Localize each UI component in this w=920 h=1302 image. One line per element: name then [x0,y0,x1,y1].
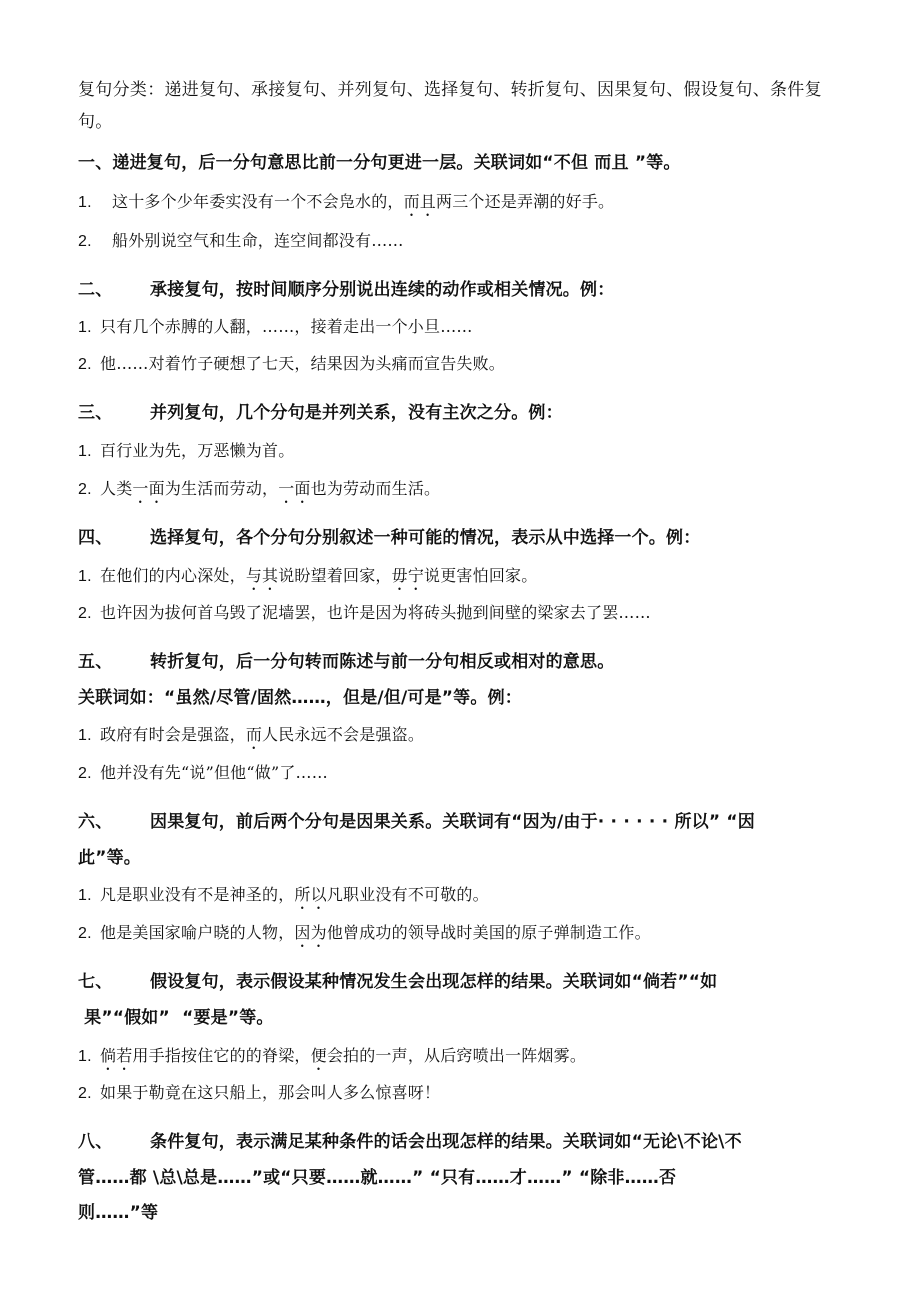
section-title: 承接复句，按时间顺序分别说出连续的动作或相关情况。例： [150,280,615,300]
section-title: 转折复句，后一分句转而陈述与前一分句相反或相对的意思。 [150,652,615,672]
example-text: 为生活而劳动， [164,479,279,498]
section-number: 五、 [78,652,113,672]
example-text: 船外别说空气和生命，连空间都没有…… [112,231,404,250]
emphasized-connective: 与其 [245,566,279,585]
example-item [78,882,489,913]
section-6-heading-continued: 此”等。 [78,848,141,868]
section-number: 一、 [78,153,113,173]
section-7-heading-continued: 果”“假如” “要是”等。 [78,1008,274,1028]
example-text: 会拍的一声，从后窍喷出一阵烟雾。 [326,1046,587,1065]
section-6-heading [78,807,755,832]
section-title: 选择复句，各个分句分别叙述一种可能的情况，表示从中选择一个。例： [150,528,701,548]
section-8-heading-continued-2: 则……”等 [78,1203,159,1223]
example-text: 用手指按住它的的脊梁， [132,1046,311,1065]
section-number: 四、 [78,528,113,548]
example-text: 也许因为拔何首乌毁了泥墙罢，也许是因为将砖头抛到间壁的梁家去了罢…… [100,603,651,622]
section-4-heading [78,523,700,548]
example-text: 政府有时会是强盗， [100,725,246,744]
section-title: 假设复句，表示假设某种情况发生会出现怎样的结果。关联词如“倘若”“如 [150,972,718,992]
example-number: 1. [78,727,92,744]
emphasized-connective: 一面 [132,479,165,498]
example-text: 也为劳动而生活。 [310,479,441,498]
example-number: 2. [78,481,92,498]
section-number: 八、 [78,1132,113,1152]
section-number: 六、 [78,812,113,832]
example-text: 他并没有先“说”但他“做”了…… [100,763,328,782]
emphasized-connective: 而 [245,725,263,744]
example-item [78,600,651,623]
section-1-heading [78,148,681,173]
section-5-heading [78,647,614,672]
example-item [78,1043,586,1074]
example-number: 2. [78,605,92,622]
example-text: 人民永远不会是强盗。 [262,725,425,744]
example-number: 1. [78,443,92,460]
emphasized-connective: 而且 [403,192,437,211]
emphasized-connective: 毋宁 [391,566,425,585]
example-text: 两三个还是弄潮的好手。 [436,192,615,211]
section-5-subtitle: 关联词如：“虽然/尽管/固然……，但是/但/可是”等。例： [78,688,522,708]
example-number: 2. [78,1085,92,1102]
example-text: 只有几个赤膊的人翻，……，接着走出一个小旦…… [100,317,473,336]
section-2-heading [78,275,614,300]
example-text: 百行业为先，万恶懒为首。 [100,441,295,460]
example-number: 1. [78,319,92,336]
example-text: 他曾成功的领导战时美国的原子弹制造工作。 [326,923,651,942]
section-title: 条件复句，表示满足某种条件的话会出现怎样的结果。关联词如“无论\不论\不 [150,1132,742,1152]
emphasized-connective: 一面 [278,479,311,498]
example-number: 1. [78,568,92,585]
section-8-heading-continued: 管……都 \总\总是……”或“只要……就……” “只有……才……” “除非……否 [78,1168,677,1188]
example-item [78,920,651,951]
example-text: 凡职业没有不可敬的。 [326,885,489,904]
example-text: 在他们的内心深处， [100,566,246,585]
example-text: 如果于勒竟在这只船上，那会叫人多么惊喜呀！ [100,1083,441,1102]
section-3-heading [78,398,563,423]
example-text: 说更害怕回家。 [424,566,538,585]
example-text: 他……对着竹子硬想了七天，结果因为头痛而宣告失败。 [100,354,506,373]
example-item [78,189,614,220]
emphasized-connective: 所以 [294,885,327,904]
example-item [78,351,505,374]
example-item [78,228,404,251]
example-item [78,314,473,337]
example-text: 凡是职业没有不是神圣的， [100,885,295,904]
section-title: 递进复句，后一分句意思比前一分句更进一层。关联词如“不但 而且 ”等。 [112,153,681,173]
example-number: 2. [78,233,92,250]
example-text: 人类 [100,479,133,498]
example-item [78,722,424,753]
example-text: 他是美国家喻户晓的人物， [100,923,295,942]
example-item [78,563,537,594]
emphasized-connective: 便 [310,1046,327,1065]
section-number: 三、 [78,403,113,423]
intro-paragraph: 复句分类：递进复句、承接复句、并列复句、选择复句、转折复句、因果复句、假设复句、条件复句。 [78,80,822,132]
section-7-heading [78,967,717,992]
example-number: 1. [78,887,92,904]
example-number: 2. [78,765,92,782]
example-item [78,438,294,461]
section-title: 并列复句，几个分句是并列关系，没有主次之分。例： [150,403,563,423]
section-number: 二、 [78,280,113,300]
emphasized-connective: 倘若 [100,1046,133,1065]
section-title: 因果复句，前后两个分句是因果关系。关联词有“因为/由于· · · · · · 所以” “因 [150,812,755,832]
example-text: 这十多个少年委实没有一个不会凫水的， [112,192,404,211]
example-item [78,1080,440,1103]
section-8-heading [78,1127,742,1152]
example-number: 2. [78,925,92,942]
example-item [78,760,328,783]
example-number: 1. [78,194,92,211]
example-number: 2. [78,356,92,373]
example-text: 说盼望着回家， [278,566,392,585]
example-item [78,476,440,507]
example-number: 1. [78,1048,92,1065]
section-number: 七、 [78,972,113,992]
emphasized-connective: 因为 [294,923,327,942]
